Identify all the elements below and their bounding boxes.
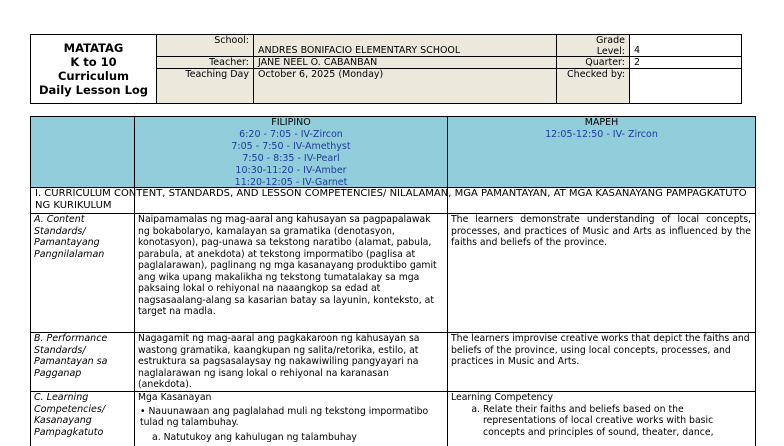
- filipino-schedule-1: 6:20 - 7:05 - IV-Zircon: [239, 129, 343, 140]
- competency-bullet: • Nauunawaan ang paglalahad muli ng tekstong impormatibo tulad ng talambuhay.: [140, 405, 429, 428]
- content-standards-filipino: Naipamamalas ng mag-aaral ang kahusayan sa pagpapalawak ng bokabolaryo, kamalayan sa gramatika (denotasyon, konotasyon), pag-unawa sa tekstong naratibo (alamat, pabula, parabula, at anekdota) at tekstong impormatibo (paglisa at paglalarawan), paglinang ng mga kasanayang produktibo gamit ang wika upang makalikha ng tekstong tumatalakay sa mga paksaing lokal o rehiyonal na naaangkop sa edad at nagsasaalang-alang sa kasarian batay sa layunin, konteksto, at target na madla.: [138, 214, 437, 317]
- teaching-day-value: October 6, 2025 (Monday): [258, 69, 384, 80]
- log-title-line-1: MATATAG: [63, 41, 124, 55]
- learning-competencies-mapeh: [451, 392, 751, 438]
- teaching-day-label: Teaching Day: [185, 69, 249, 80]
- level-label: Level:: [596, 46, 625, 57]
- log-title-line-2: K to 10: [70, 55, 117, 69]
- filipino-schedule-4: 10:30-11:20 - IV-Amber: [235, 165, 347, 176]
- school-value: ANDRES BONIFACIO ELEMENTARY SCHOOL: [258, 45, 461, 56]
- header-values-col: [254, 35, 557, 103]
- col-divider-2: [447, 117, 448, 446]
- competencies-heading-mapeh: Learning Competency: [451, 392, 554, 403]
- mapeh-competency-item: a. Relate their faiths and beliefs based on the representations of local creative works with basic concepts and principles of sound, theater, dance,: [483, 404, 751, 439]
- filipino-schedule-5: 11:20-12:05 - IV-Garnet: [234, 177, 348, 188]
- section-title: I. CURRICULUM CONTENT, STANDARDS, AND LESSON COMPETENCIES/ NILALAMAN, MGA PAMANTAYAN, AT MGA KASANAYANG PAMPAGKATUTO NG KURIKULUM: [35, 188, 747, 211]
- learning-competencies-label: C. Learning Competencies/ Kasanayang Pampagkatuto: [34, 392, 106, 438]
- performance-standards-filipino: Nagagamit ng mag-aaral ang pagkakaroon ng kahusayan sa wastong gramatika, kaangkupan ng salita/retorika, estilo, at estruktura sa pagsasalaysay ng nakawiwiling pangyayari na naglalarawan ng isang lokal o rehiyonal na karanasan (anekdota).: [138, 333, 420, 390]
- content-standards-mapeh: The learners demonstrate understanding of local concepts, processes, and practices of Music and Arts as influenced by the faiths and beliefs of the province.: [451, 214, 751, 248]
- teacher-label: Teacher:: [209, 57, 249, 68]
- performance-standards-mapeh: The learners improvise creative works that depict the faiths and beliefs of the province, using local concepts, processes, and practices in Music and Arts.: [451, 333, 750, 367]
- log-title-line-4: Daily Lesson Log: [38, 83, 149, 97]
- quarter-label: Quarter:: [585, 57, 625, 68]
- lesson-log-header: [30, 34, 742, 104]
- school-label: School:: [214, 35, 249, 46]
- competencies-heading-filipino: Mga Kasanayan: [138, 392, 212, 403]
- mapeh-subject-name: MAPEH: [584, 117, 619, 128]
- content-standards-label: A. Content Standards/ Pamantayang Pangnilalaman: [34, 214, 105, 260]
- grade-label: Grade: [596, 35, 625, 46]
- performance-standards-label: B. Performance Standards/ Pamantayan sa Pagganap: [34, 333, 108, 379]
- competency-sub-item: a. Natutukoy ang kahulugan ng talambuhay: [152, 431, 357, 443]
- learning-competencies-filipino: [138, 392, 445, 443]
- checked-by-label: Checked by:: [567, 69, 625, 80]
- log-title: [31, 35, 157, 103]
- log-title-line-3: Curriculum: [57, 69, 130, 83]
- quarter-value: 2: [634, 57, 641, 68]
- grade-value: 4: [634, 45, 641, 56]
- filipino-subject-name: FILIPINO: [271, 117, 311, 128]
- header-labels-col: [157, 35, 254, 103]
- lesson-log-table: [30, 116, 756, 446]
- mapeh-schedule-1: 12:05-12:50 - IV- Zircon: [545, 129, 658, 140]
- header-values-col-2: [630, 35, 741, 103]
- mapeh-competency-list: [451, 404, 751, 439]
- header-labels-col-2: [557, 35, 630, 103]
- teacher-value: JANE NEEL O. CABANBAN: [258, 57, 378, 68]
- filipino-header: [135, 117, 447, 189]
- filipino-schedule-3: 7:50 - 8:35 - IV-Pearl: [242, 153, 340, 164]
- mapeh-header: [448, 117, 755, 141]
- filipino-schedule-2: 7:05 - 7:50 - IV-Amethyst: [231, 141, 351, 152]
